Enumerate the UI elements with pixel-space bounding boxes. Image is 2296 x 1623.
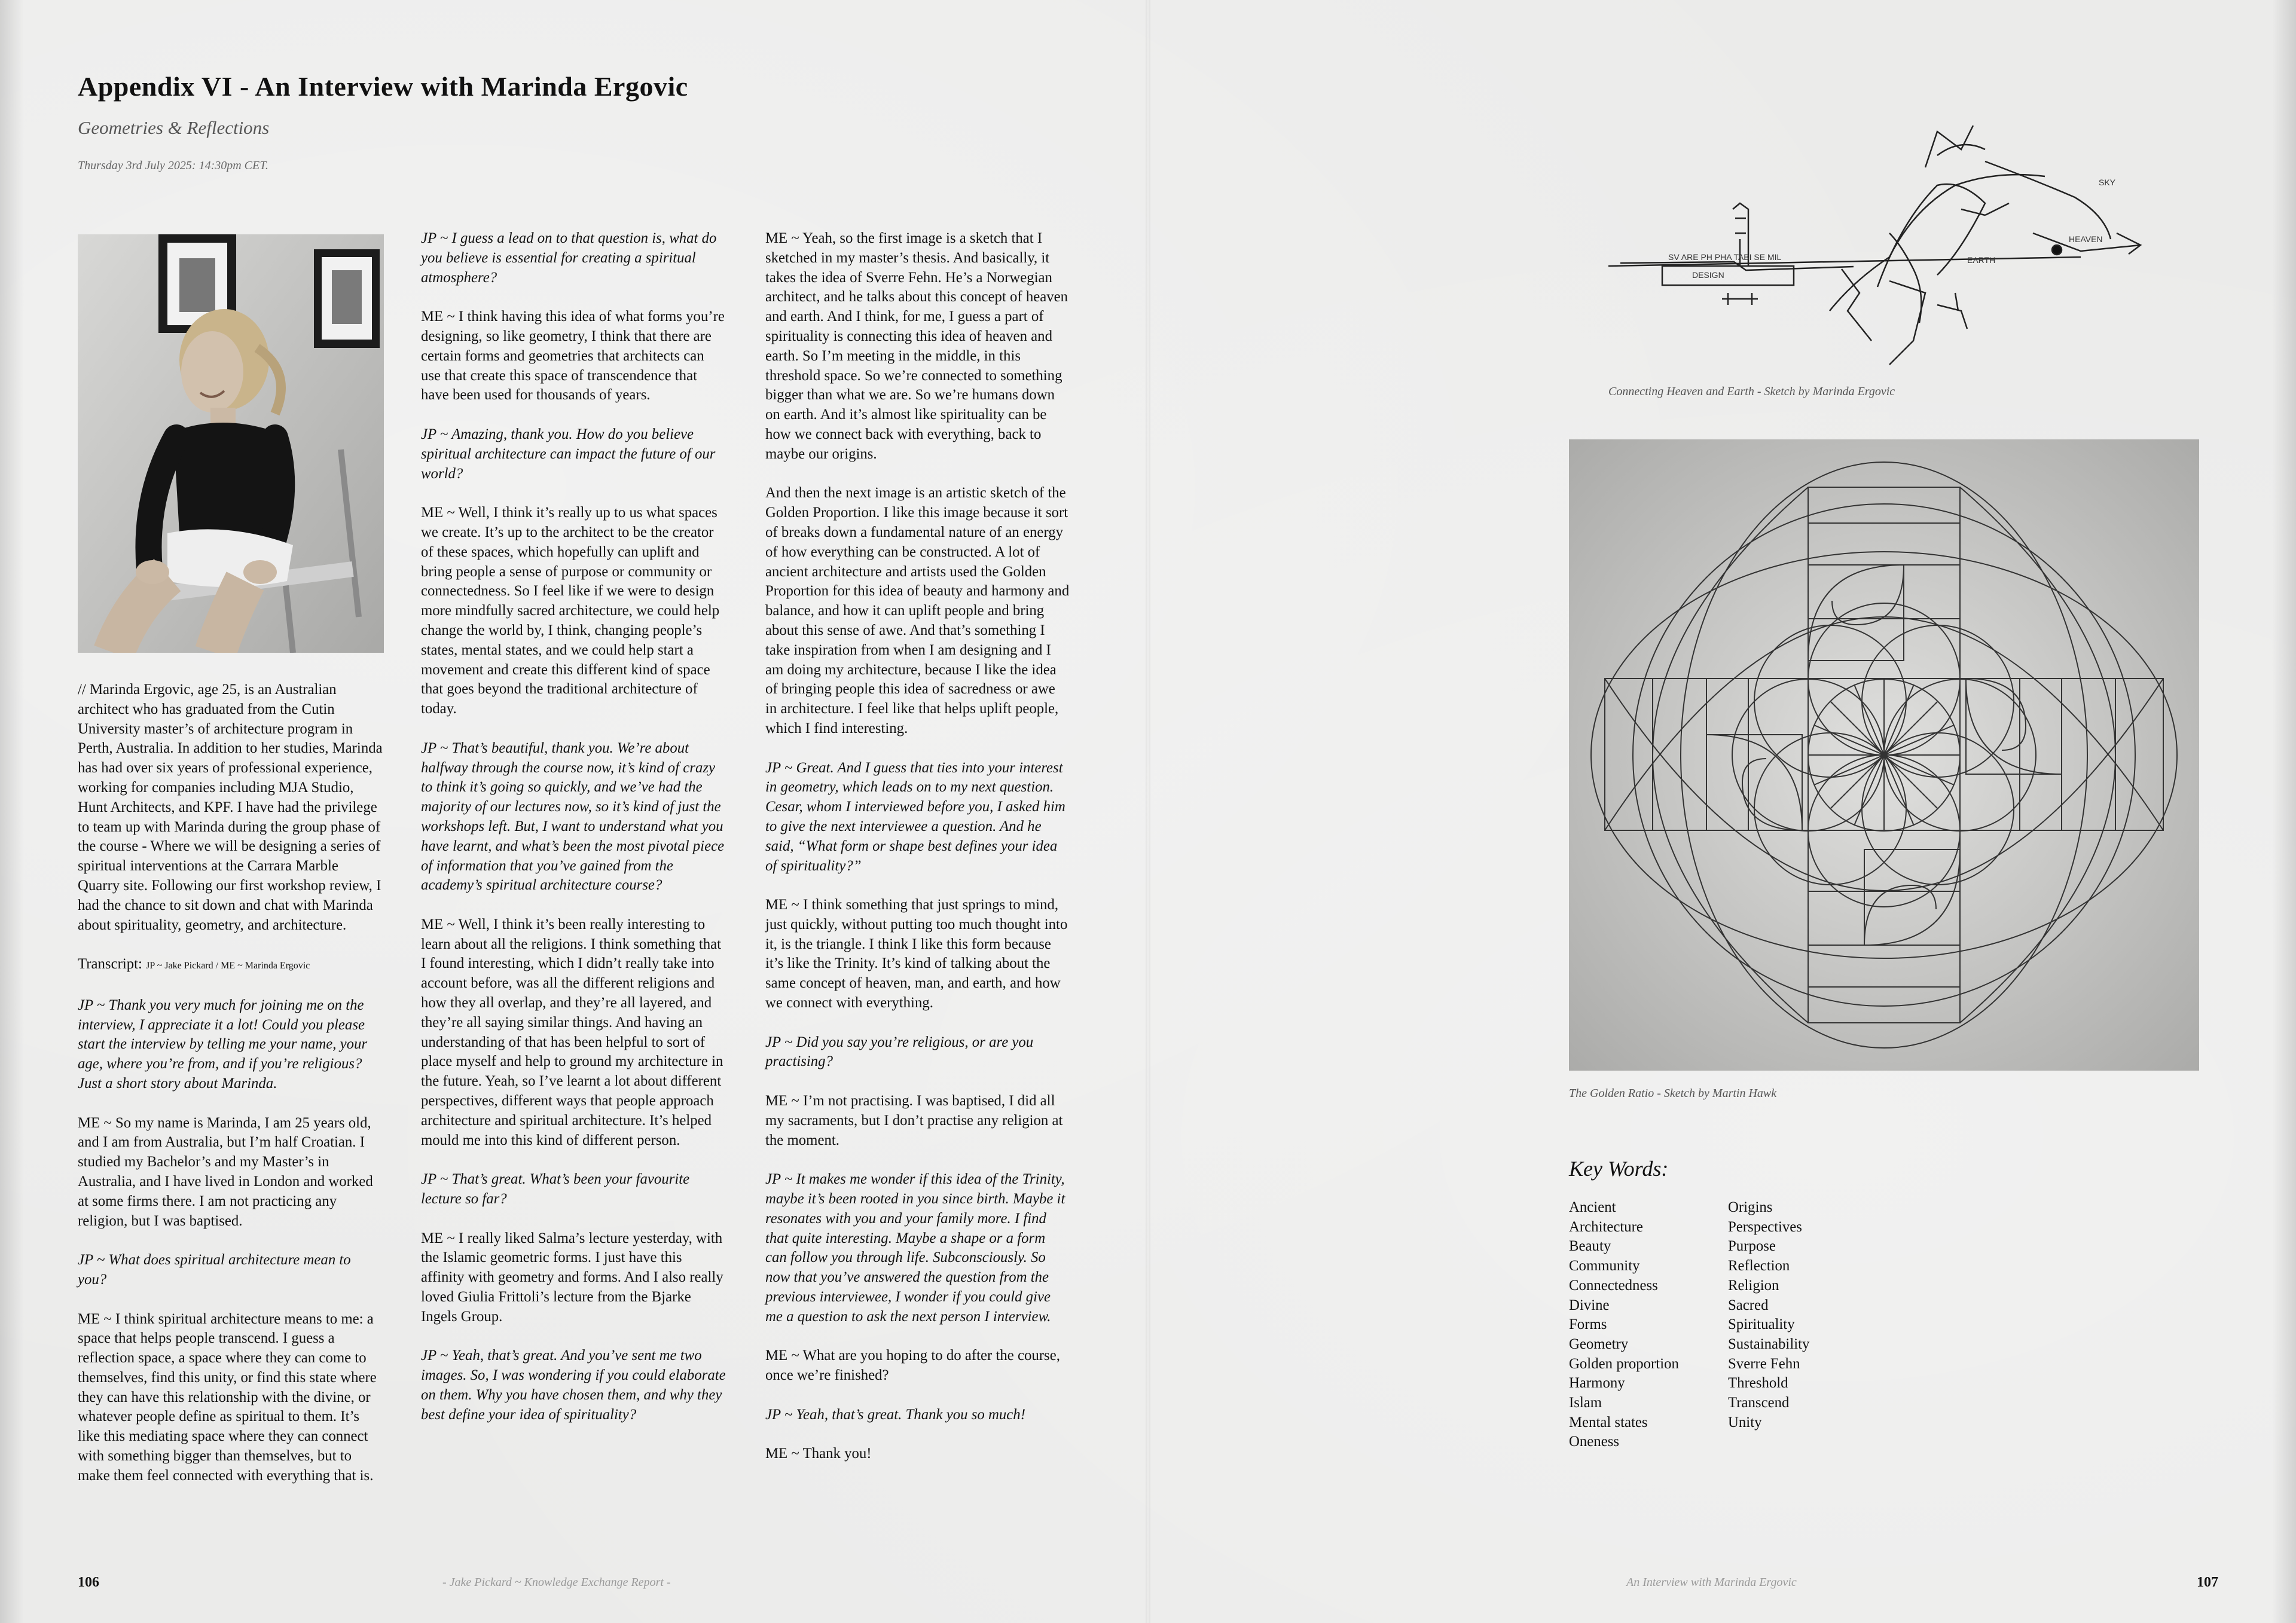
question-paragraph: JP ~ Great. And I guess that ties into your interest in geometry, which leads on to my next question. Cesar, whom I interviewed before you, I asked him to give the next interviewee a question. And he said, “What form or shape best defines your idea of spirituality?” [765, 759, 1065, 874]
interview-column-2 [421, 229, 726, 1444]
heaven-earth-sketch [1602, 114, 2188, 383]
answer-paragraph: ME ~ Well, I think it’s really up to us what spaces we create. It’s up to the architect to be the creator of these spaces, which hopefully can uplift and bring people a sense of purpose or community or connectedness. So I feel like if we were to design more mindfully sacred architecture, we could help change the world by, I think, changing people’s states, mental states, and we could help start a movement and create this different kind of space that goes beyond the traditional architecture of today. [421, 505, 720, 717]
svg-text:SV ARE PH PHA TABI SE MIL: SV ARE PH PHA TABI SE MIL [1668, 252, 1782, 262]
keyword: Forms [1569, 1316, 1607, 1333]
answer-paragraph: ME ~ Yeah, so the first image is a sketch that I sketched in my master’s thesis. And basically, it takes the idea of Sverre Fehn. He’s a Norwegian architect, and he talks about this concept of heaven and earth. And I think, for me, I guess a part of spirituality is connecting this idea of heaven and earth. So I’m meeting in the middle, in this threshold space. So we’re connected to something bigger than what we are. So we’re humans down on earth. And it’s almost like spirituality can be how we connect back with everything, back to maybe our origins. [765, 230, 1068, 462]
portrait-photo [78, 234, 384, 653]
question-paragraph: JP ~ Thank you very much for joining me on the interview, I appreciate it a lot! Could you please start the interview by telling me your name, your age, where you’re from, and if you’re religious? Just a short story about Marinda. [78, 997, 368, 1092]
interview-column-3 [765, 229, 1070, 1484]
keyword: Golden proportion [1569, 1355, 1679, 1372]
page-subtitle: Geometries & Reflections [78, 117, 270, 138]
keyword: Connectedness [1569, 1277, 1658, 1294]
keywords-column-a [1569, 1198, 1679, 1452]
transcript-key: JP ~ Jake Pickard / ME ~ Marinda Ergovic [146, 961, 310, 971]
keyword: Community [1569, 1258, 1640, 1274]
question-paragraph: JP ~ Yeah, that’s great. And you’ve sent me two images. So, I was wondering if you could elaborate on them. Why you have chosen them, and why they best define your idea of spirituality? [421, 1347, 726, 1423]
sketch-caption: Connecting Heaven and Earth - Sketch by Marinda Ergovic [1608, 385, 1895, 398]
question-paragraph: JP ~ Amazing, thank you. How do you believe spiritual architecture can impact the future of our world? [421, 426, 716, 482]
keyword: Geometry [1569, 1335, 1629, 1352]
keyword: Religion [1728, 1277, 1779, 1294]
intro-column [78, 680, 383, 1505]
keyword: Unity [1728, 1414, 1762, 1431]
answer-paragraph: ME ~ I think something that just springs to mind, just quickly, without putting too much thought into it, is the triangle. I think I like this form because it’s like the Trinity. It’s kind of talking about the same concept of heaven, man, and earth, and how we connect with everything. [765, 897, 1068, 1011]
question-paragraph: JP ~ Did you say you’re religious, or are you practising? [765, 1034, 1034, 1070]
keyword: Sustainability [1728, 1335, 1810, 1352]
answer-paragraph: ME ~ Well, I think it’s been really interesting to learn about all the religions. I think something that I found interesting, which I didn’t really take into account before, was all the different religions and how they all overlap, and they’re all layered, and they’re all saying similar things. And having an understanding of that has been helpful to sort of place myself and help to ground my architecture in the future. Yeah, so I’ve learnt a lot about different perspectives, different ways that people approach architecture and spiritual architecture. It’s helped mould me into this kind of different person. [421, 916, 723, 1148]
svg-text:EARTH: EARTH [1967, 255, 1996, 265]
answer-paragraph: ME ~ I think spiritual architecture means to me: a space that helps people transcend. I guess a reflection space, a space where they can come to themselves, find this unity, or find this state where they can have this relationship with the divine, or whatever people define as spiritual to them. It’s like this mediating space where they can connect with something bigger than themselves, but to make them feel connected with everything that is. [78, 1310, 377, 1484]
keywords-column-b [1728, 1198, 1809, 1432]
answer-paragraph: ME ~ So my name is Marinda, I am 25 years old, and I am from Australia, but I’m half Croatian. I studied my Bachelor’s and my Master’s in Australia, and I have lived in London and worked at some firms there. I am not practicing any religion, but I was baptised. [78, 1114, 373, 1229]
keyword: Purpose [1728, 1238, 1776, 1255]
keyword: Architecture [1569, 1218, 1643, 1235]
page-title: Appendix VI - An Interview with Marinda Ergovic [78, 71, 688, 102]
keyword: Harmony [1569, 1375, 1625, 1392]
transcript-line [78, 955, 383, 976]
golden-ratio-sketch [1569, 439, 2199, 1071]
question-paragraph: JP ~ Yeah, that’s great. Thank you so much! [765, 1406, 1025, 1423]
keyword: Mental states [1569, 1414, 1648, 1431]
transcript-label: Transcript: [78, 956, 142, 973]
keyword: Beauty [1569, 1238, 1611, 1255]
svg-text:DESIGN: DESIGN [1692, 270, 1724, 280]
golden-ratio-drawing [1569, 439, 2199, 1071]
svg-text:HEAVEN: HEAVEN [2069, 234, 2103, 244]
question-paragraph: JP ~ I guess a lead on to that question is, what do you believe is essential for creating a spiritual atmosphere? [421, 230, 717, 286]
svg-text:SKY: SKY [2099, 178, 2116, 187]
question-paragraph: JP ~ What does spiritual architecture mean to you? [78, 1252, 351, 1288]
intro-paragraph: // Marinda Ergovic, age 25, is an Australian architect who has graduated from the Cutin University master’s of architecture program in Perth, Australia. In addition to her studies, Marinda has had over six years of professional experience, working for companies including MJA Studio, Hunt Architects, and KPF. I have had the privilege to team up with Marinda during the group phase of the course - Where we will be designing a series of spiritual interventions at the Carrara Marble Quarry site. Following our first workshop review, I had the chance to sit down and chat with Marinda about spirituality, geometry, and architecture. [78, 681, 383, 933]
running-footer-right: An Interview with Marinda Ergovic [1626, 1576, 1797, 1589]
question-paragraph: JP ~ That’s great. What’s been your favourite lecture so far? [421, 1171, 690, 1208]
keyword: Divine [1569, 1297, 1610, 1313]
answer-paragraph: And then the next image is an artistic sketch of the Golden Proportion. I like this image because it sort of breaks down a fundamental nature of an energy of how everything can be constructed. A lot of ancient architecture and artists used the Golden Proportion for this idea of beauty and harmony and balance, and how it can uplift people and bring about this sense of awe. And that’s something I take inspiration from when I am designing and I am doing my architecture, because I like the idea of bringing people this idea of sacredness or awe in architecture. I feel like that helps uplift people, which I find interesting. [765, 485, 1070, 736]
keyword: Oneness [1569, 1434, 1620, 1450]
running-footer-left: - Jake Pickard ~ Knowledge Exchange Report - [442, 1576, 671, 1589]
answer-paragraph: ME ~ I think having this idea of what forms you’re designing, so like geometry, I think that there are certain forms and geometries that architects can use that create this space of transcendence that have been used for thousands of years. [421, 308, 725, 404]
question-paragraph: JP ~ It makes me wonder if this idea of the Trinity, maybe it’s been rooted in you since birth. Maybe it resonates with you and your family more. I find that quite interesting. Maybe a shape or a form can follow you through life. Subconsciously. So now that you’ve answered the question from the previous interviewee, I wonder if you could give me a question to ask the next person I interview. [765, 1171, 1065, 1325]
interview-date: Thursday 3rd July 2025: 14:30pm CET. [78, 159, 268, 172]
keyword: Islam [1569, 1395, 1602, 1411]
page-number-right: 107 [2197, 1575, 2218, 1590]
answer-paragraph: ME ~ Thank you! [765, 1445, 872, 1462]
answer-paragraph: ME ~ I’m not practising. I was baptised, I did all my sacraments, but I don’t practise any religion at the moment. [765, 1093, 1063, 1148]
question-paragraph: JP ~ That’s beautiful, thank you. We’re about halfway through the course now, it’s kind of crazy to think it’s going so quickly, and we’ve had the majority of our lectures now, so it’s kind of just the workshops left. But, I want to understand what you have learnt, and what’s been the most pivotal piece of information that you’ve gained from the academy’s spiritual architecture course? [421, 739, 725, 894]
keyword: Reflection [1728, 1258, 1790, 1274]
keyword: Origins [1728, 1199, 1773, 1215]
keyword: Perspectives [1728, 1218, 1802, 1235]
keyword: Ancient [1569, 1199, 1616, 1215]
keyword: Spirituality [1728, 1316, 1795, 1333]
keyword: Sverre Fehn [1728, 1355, 1800, 1372]
keyword: Threshold [1728, 1375, 1788, 1392]
keyword: Transcend [1728, 1395, 1790, 1411]
keywords-title: Key Words: [1569, 1157, 1669, 1181]
answer-paragraph: ME ~ I really liked Salma’s lecture yesterday, with the Islamic geometric forms. I just have this affinity with geometry and forms. And I also really loved Giulia Frittoli’s lecture from the Bjarke Ingels Group. [421, 1230, 723, 1325]
portrait-illustration [78, 234, 384, 653]
answer-paragraph: ME ~ What are you hoping to do after the course, once we’re finished? [765, 1347, 1060, 1384]
keyword: Sacred [1728, 1297, 1769, 1313]
page-number-left: 106 [78, 1575, 99, 1590]
golden-caption: The Golden Ratio - Sketch by Martin Hawk [1569, 1087, 1777, 1100]
